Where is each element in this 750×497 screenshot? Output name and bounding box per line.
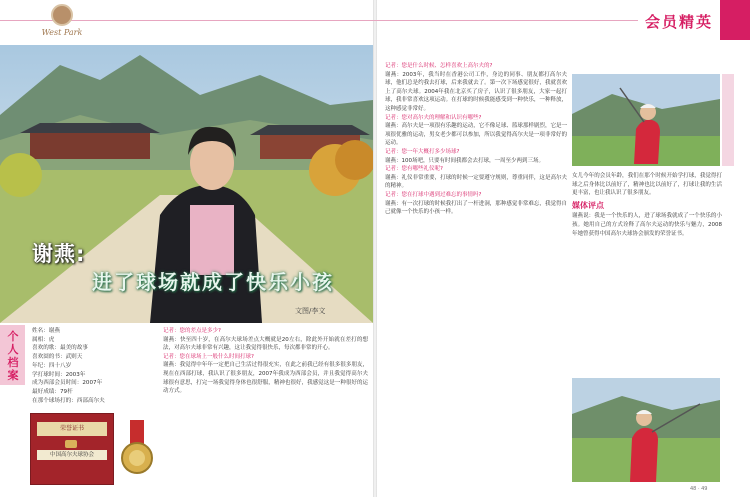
logo-text: West Park [41, 28, 83, 37]
logo-seal-icon [51, 4, 73, 26]
question: 记者：您一年大概打多少场球? [385, 148, 460, 155]
question: 记者：您有哪些礼仪呢? [385, 166, 443, 173]
article-byline: 文图/李文 [295, 307, 326, 315]
answer: 谢燕：100场吧，只要有时间我都会去打球，一周至少两到三场。 [385, 157, 544, 164]
question: 记者：您对高尔夫的理解和认识有哪些? [385, 114, 482, 121]
article-subtitle: 进了球场就成了快乐小孩 [92, 270, 334, 294]
answer: 谢燕：2003年，我当时在香港公司工作，身边的同事、朋友都打高尔夫球，他们总是约我去打球，后来我就去了。第一次下场感觉很好，我就喜欢上了高尔夫球。2004年我在北京买了房子，认识了很多朋友，大家一起打球，我非常喜欢这项运动。在打球的时候我能感受到一种快乐，一种释放，这种感觉非常好。 [385, 71, 567, 112]
question: 记者：您是什么时候、怎样喜欢上高尔夫的? [385, 63, 493, 69]
answer: 谢燕：我觉得中年年一定把自己生活过得很充实，在此之前我已经有很多很多朋友，现在在西部打球，我认识了很多朋友，2007年我成为西部会员，并且我觉得高尔夫球很有意思，打完一场我觉得身体也很舒服，精神也很好，我感觉这是一种很好的运动方式。 [163, 362, 368, 395]
answer: 谢燕：礼仪非常重要，打球的时候一定要遵守规则，尊重同伴，这是高尔夫的精神。 [385, 174, 567, 190]
right-article-column-2 [572, 172, 722, 238]
media-review-heading: 媒体评点 [572, 200, 604, 210]
answer: 谢燕：高尔夫是一项很有乐趣的运动，它不像足球、篮球那样剧烈，它是一项很优雅的运动，男女老少都可以参加，所以我觉得高尔夫是一项非常好的运动。 [385, 123, 567, 147]
section-title: 会员精英 [638, 12, 720, 32]
west-park-logo [36, 4, 88, 44]
answer: 谢燕：快至四十岁，在高尔夫球场差点大概就是20左右，除此外开始就在差打的想法，对高尔夫球非常有兴趣，这让我觉得很快乐，每次都非常的开心。 [163, 336, 368, 352]
profile-facts [32, 327, 154, 405]
fact-item: 喜欢的歌：最美的故事 [32, 345, 88, 352]
fact-item: 姓名：谢燕 [32, 328, 60, 334]
medal-icon [118, 420, 156, 478]
column-intro: 女儿今年的会员年龄，我们在那个时候开始学打球，我觉得打球之后身体比以前好了，精神也比以前好了，打球让我的生活更丰富，也让我认识了很多朋友。 [572, 173, 722, 197]
fact-item: 年纪：四十八岁 [32, 362, 72, 369]
golf-follow-through-image [572, 378, 720, 482]
question: 记者：您在打球中遇到过难忘的事情吗? [385, 191, 482, 198]
fact-item: 喜欢囧的书：武则天 [32, 354, 83, 361]
question: 记者：您在球场上一般什么时间打球? [163, 353, 254, 360]
media-review-text: 谢燕说：我是一个快乐的人，进了球场我就成了一个快乐的小孩。她用自己的方式诠释了高尔夫运动的快乐与魅力，2008年她曾获得中国高尔夫球协会颁发的荣誉证书。 [572, 213, 722, 237]
fact-item: 在那个球场打的：西部高尔夫 [32, 397, 105, 404]
profile-title: 个人档案 [7, 330, 19, 382]
golf-swing-photo [572, 74, 720, 166]
question: 记者：您的差点是多少? [163, 328, 221, 334]
fact-item: 成为西部会员时间：2007年 [32, 380, 103, 387]
article-name-title: 谢燕: [32, 242, 86, 266]
certificate-title: 荣誉证书 [37, 422, 107, 436]
left-article-column [163, 327, 368, 396]
fact-item: 学打球时间：2003年 [32, 371, 86, 378]
certificate-issuer: 中国高尔夫球协会 [37, 450, 107, 460]
answer: 谢燕：有一次打球的时候我打出了一杆进洞，那种感觉非常难忘，我觉得自己就像一个快乐的小孩一样。 [385, 200, 567, 216]
certificate-emblem-icon [65, 440, 77, 448]
fact-item: 属相：虎 [32, 336, 55, 343]
golf-follow-through-photo [572, 378, 720, 482]
honor-certificate [30, 413, 114, 485]
golf-swing-image [572, 74, 720, 166]
photo-accent-bar [722, 74, 734, 166]
header-accent-bar [720, 0, 750, 40]
fact-item: 最好成绩：79杆 [32, 388, 73, 395]
page-numbers: 48 · 49 [690, 486, 708, 492]
right-article-column-1 [385, 62, 567, 217]
